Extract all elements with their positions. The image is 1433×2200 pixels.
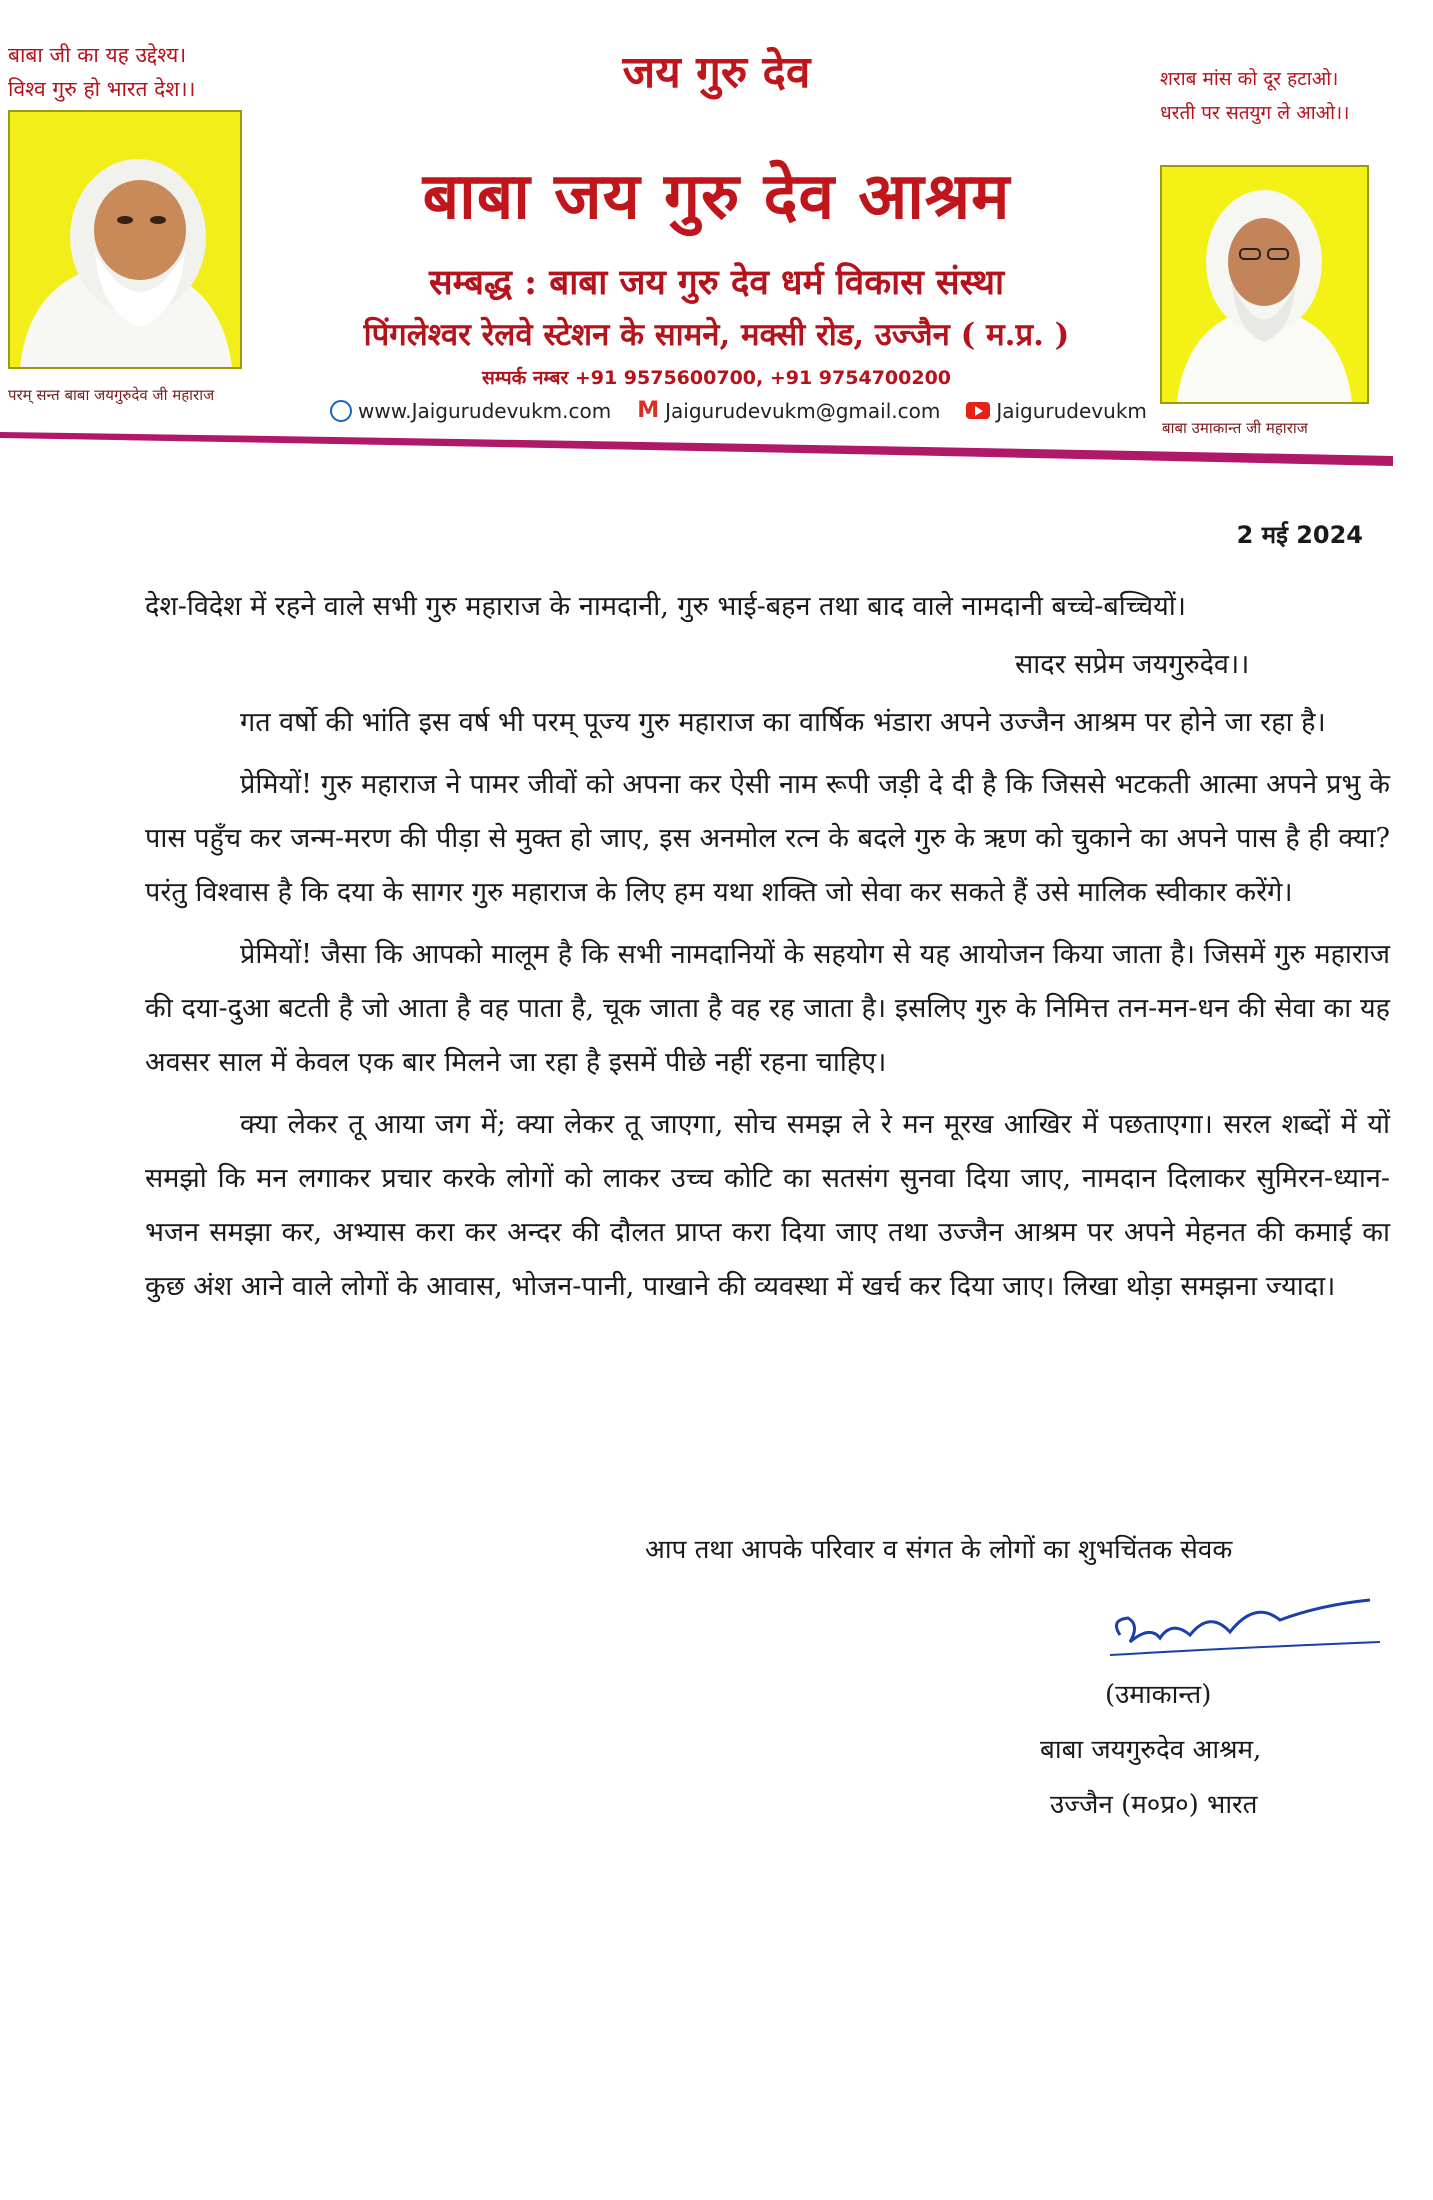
signer-place: उज्जैन (म०प्र०) भारत — [1050, 1790, 1258, 1820]
salutation: देश-विदेश में रहने वाले सभी गुरु महाराज के नामदानी, गुरु भाई-बहन तथा बाद वाले नामदानी बच्चे-बच्चियों। — [145, 591, 1186, 622]
gmail-icon: M — [637, 398, 660, 423]
contact-line: सम्पर्क नम्बर +91 9575600700, +91 9754700200 — [481, 367, 952, 389]
website-text: www.Jaigurudevukm.com — [358, 398, 612, 423]
youtube-text: Jaigurudevukm — [996, 398, 1147, 423]
youtube-icon — [966, 402, 990, 419]
affiliation-line: सम्बद्ध : बाबा जय गुरु देव धर्म विकास संस्था — [428, 262, 1005, 303]
paragraph: प्रेमियों! गुरु महाराज ने पामर जीवों को अपना कर ऐसी नाम रूपी जड़ी दे दी है कि जिससे भटकती आत्मा अपने प्रभु के पास पहुँच कर जन्म-मरण की पीड़ा से मुक्त हो जाए, इस अनमोल रत्न के बदले गुरु के ऋण को चुकाने का अपने पास है ही क्या? परंतु विश्वास है कि दया के सागर गुरु महाराज के लिए हम यथा शक्ति जो सेवा कर सकते हैं उसे मालिक स्वीकार करेंगे। — [145, 769, 1390, 908]
paragraph: क्या लेकर तू आया जग में; क्या लेकर तू जाएगा, सोच समझ ले रे मन मूरख आखिर में पछताएगा। सरल शब्दों में यों समझो कि मन लगाकर प्रचार करके लोगों को लाकर उच्च कोटि का सतसंग सुनवा दिया जाए, नामदान दिलाकर सुमिरन-ध्यान-भजन समझा कर, अभ्यास करा कर अन्दर की दौलत प्राप्त करा दिया जाए तथा उज्जैन आश्रम पर अपने मेहनत की कमाई का कुछ अंश आने वाले लोगों के आवास, भोजन-पानी, पाखाने की व्यवस्था में खर्च कर दिया जाए। लिखा थोड़ा समझना ज्यादा। — [145, 1109, 1390, 1302]
right-slogan-line: धरती पर सतयुग ले आओ।। — [1160, 102, 1350, 124]
globe-icon — [330, 400, 352, 422]
closing-line: आप तथा आपके परिवार व संगत के लोगों का शुभचिंतक सेवक — [645, 1535, 1233, 1565]
letter-date: 2 मई 2024 — [1236, 521, 1363, 549]
paragraph: गत वर्षो की भांति इस वर्ष भी परम् पूज्य गुरु महाराज का वार्षिक भंडारा अपने उज्जैन आश्रम पर होने जा रहा है। — [240, 707, 1326, 738]
letter-body — [145, 580, 1390, 1322]
signer-org: बाबा जयगुरुदेव आश्रम, — [1040, 1735, 1262, 1765]
contact-links — [330, 398, 1147, 423]
ashram-title: बाबा जय गुरु देव आश्रम — [422, 159, 1011, 234]
greeting: सादर सप्रेम जयगुरुदेव।। — [1015, 649, 1250, 680]
website-link[interactable] — [330, 399, 611, 423]
left-slogan-line: विश्व गुरु हो भारत देश।। — [8, 77, 196, 101]
address-line: पिंगलेश्वर रेलवे स्टेशन के सामने, मक्सी रोड, उज्जैन ( म.प्र. ) — [363, 317, 1070, 353]
youtube-link[interactable] — [966, 399, 1147, 423]
paragraph: प्रेमियों! जैसा कि आपको मालूम है कि सभी नामदानियों के सहयोग से यह आयोजन किया जाता है। जिसमें गुरु महाराज की दया-दुआ बटती है जो आता है वह पाता है, चूक जाता है वह रह जाता है। इसलिए गुरु के निमित्त तन-मन-धन की सेवा का यह अवसर साल में केवल एक बार मिलने जा रहा है इसमें पीछे नहीं रहना चाहिए। — [145, 939, 1390, 1078]
right-caption: बाबा उमाकान्त जी महाराज — [1162, 419, 1308, 437]
email-link[interactable] — [637, 398, 940, 423]
right-slogan-line: शराब मांस को दूर हटाओ। — [1160, 68, 1339, 90]
email-text: Jaigurudevukm@gmail.com — [665, 398, 941, 423]
left-slogan-line: बाबा जी का यह उद्देश्य। — [8, 43, 187, 67]
left-caption: परम् सन्त बाबा जयगुरुदेव जी महाराज — [8, 386, 215, 404]
header-rule — [0, 430, 1393, 466]
jay-guru-dev-heading: जय गुरु देव — [622, 47, 811, 98]
signer-name: (उमाकान्त) — [1105, 1680, 1212, 1710]
signature-scribble — [1080, 1580, 1380, 1670]
